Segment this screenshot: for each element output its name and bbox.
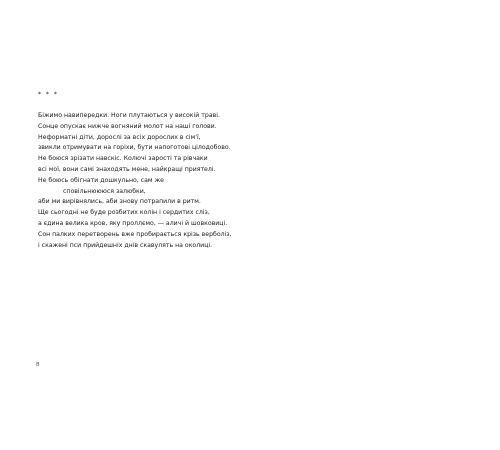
- poem-line: Сон палких перетворень вже пробирається крізь верболіз,: [38, 230, 232, 238]
- poem-line: Неформатні діти, дорослі за всіх дорослих в сім'ї,: [38, 133, 201, 141]
- right-page: [250, 0, 500, 450]
- poem-line: всі мої, вони самі знаходять мене, найкращі приятелі.: [38, 165, 216, 173]
- poem-line: а єдина велика кров, яку проллємо, — аличі й шовковиці.: [38, 219, 228, 227]
- poem-line: Біжимо навипередки. Ноги плутаються у високій траві.: [38, 112, 220, 119]
- page-number: 8: [36, 362, 40, 368]
- poem-line: звикли отримувати на горіхи, бути напоготові цілодобово.: [38, 144, 231, 152]
- poem-text: [38, 111, 253, 251]
- poem-line: Сонце опускає нижче вогняний молот на наші голови.: [38, 122, 217, 130]
- poem-line: сповільнюююся залюбки,: [63, 187, 146, 195]
- poem-line: аби ми вирівнялись, аби знову потрапили в ритм.: [38, 198, 201, 206]
- poem-line: Ще сьогодні не буде розбитих колін і сердитих сліз,: [38, 209, 210, 217]
- section-ornament: * * *: [38, 91, 59, 98]
- poem-line: Не боюсь обігнати дошкульно, сам же: [38, 176, 164, 184]
- poem-line: Не боюся зрізати навскіс. Колючі зарості та рівчаки: [38, 155, 208, 163]
- poem-line: і скажені пси прийдешніх днів скавулять на околиці.: [38, 241, 213, 249]
